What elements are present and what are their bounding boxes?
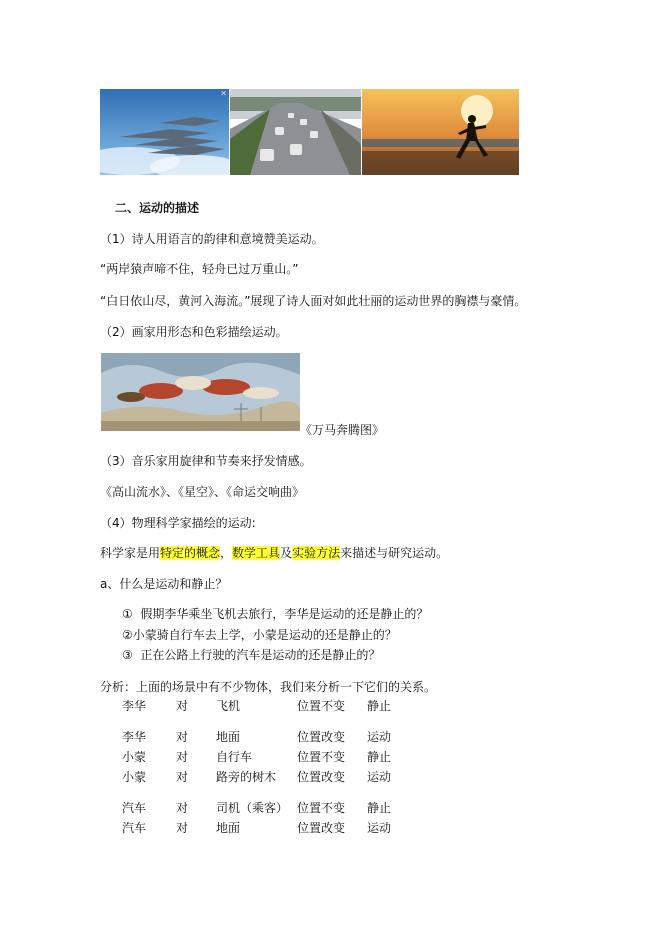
table-cell: 位置不变 xyxy=(297,801,346,815)
runner-photo xyxy=(362,89,519,175)
highway-photo xyxy=(230,89,361,175)
question-number: ③ xyxy=(122,648,133,662)
table-cell: 地面 xyxy=(216,730,241,744)
table-cell: 李华 xyxy=(122,699,147,713)
table-cell: 运动 xyxy=(367,770,392,784)
table-cell: 飞机 xyxy=(216,699,241,713)
highlight-experiment: 实验方法 xyxy=(292,546,341,560)
table-cell: 位置改变 xyxy=(297,770,346,784)
table-cell: 汽车 xyxy=(122,821,147,835)
highlight-math-tools: 数学工具 xyxy=(232,546,281,560)
paragraph-painter: （2）画家用形态和色彩描绘运动。 xyxy=(100,325,288,339)
paragraph-scientist: （4）物理科学家描绘的运动: xyxy=(100,516,256,530)
highlight-concept: 特定的概念 xyxy=(160,546,221,560)
question-text: 假期李华乘坐飞机去旅行，李华是运动的还是静止的？ xyxy=(140,607,429,621)
table-cell: 运动 xyxy=(367,821,392,835)
painting-caption: 《万马奔腾图》 xyxy=(300,423,385,437)
table-cell: 对 xyxy=(176,750,189,764)
horses-painting xyxy=(101,353,300,431)
table-cell: 位置改变 xyxy=(297,821,346,835)
table-cell: 小蒙 xyxy=(122,770,147,784)
table-cell: 位置改变 xyxy=(297,730,346,744)
table-cell: 司机（乘客） xyxy=(216,801,289,815)
question-item xyxy=(122,646,380,663)
paragraph-musician: （3）音乐家用旋律和节奏来抒发情感。 xyxy=(100,454,312,468)
table-cell: 对 xyxy=(176,699,189,713)
scientist-sentence xyxy=(100,544,448,561)
sentence-suffix: 来描述与研究运动。 xyxy=(340,546,449,560)
table-cell: 静止 xyxy=(367,699,392,713)
table-cell: 地面 xyxy=(216,821,241,835)
poem-line-2: “白日依山尽，黄河入海流。”展现了诗人面对如此壮丽的运动世界的胸襟与豪情。 xyxy=(100,294,527,308)
table-cell: 汽车 xyxy=(122,801,147,815)
sentence-comma: ， xyxy=(220,546,233,560)
table-cell: 位置不变 xyxy=(297,750,346,764)
section-heading: 二、运动的描述 xyxy=(115,201,200,215)
jets-photo xyxy=(100,89,229,175)
table-cell: 静止 xyxy=(367,801,392,815)
close-icon[interactable]: ✕ xyxy=(220,89,227,98)
table-cell: 位置不变 xyxy=(297,699,346,713)
table-cell: 路旁的树木 xyxy=(216,770,277,784)
sentence-prefix: 科学家是用 xyxy=(100,546,161,560)
table-cell: 对 xyxy=(176,770,189,784)
poem-line-1: “两岸猿声啼不住，轻舟已过万重山。” xyxy=(100,262,299,276)
table-cell: 对 xyxy=(176,821,189,835)
table-cell: 静止 xyxy=(367,750,392,764)
sentence-and: 及 xyxy=(280,546,293,560)
paragraph-poet: （1）诗人用语言的韵律和意境赞美运动。 xyxy=(100,232,324,246)
table-cell: 对 xyxy=(176,730,189,744)
table-cell: 运动 xyxy=(367,730,392,744)
table-cell: 小蒙 xyxy=(122,750,147,764)
music-titles: 《高山流水》、《星空》、《命运交响曲》 xyxy=(100,485,305,499)
question-a: a、什么是运动和静止？ xyxy=(100,577,228,591)
analysis-text: 分析：上面的场景中有不少物体，我们来分析一下它们的关系。 xyxy=(100,680,437,694)
question-text: 正在公路上行驶的汽车是运动的还是静止的？ xyxy=(140,648,381,662)
table-cell: 自行车 xyxy=(216,750,253,764)
question-item xyxy=(122,626,397,643)
table-cell: 李华 xyxy=(122,730,147,744)
table-cell: 对 xyxy=(176,801,189,815)
question-number: ① xyxy=(122,607,133,621)
question-item xyxy=(122,605,428,622)
question-number: ② xyxy=(122,628,133,642)
question-text: 小蒙骑自行车去上学，小蒙是运动的还是静止的？ xyxy=(132,628,397,642)
